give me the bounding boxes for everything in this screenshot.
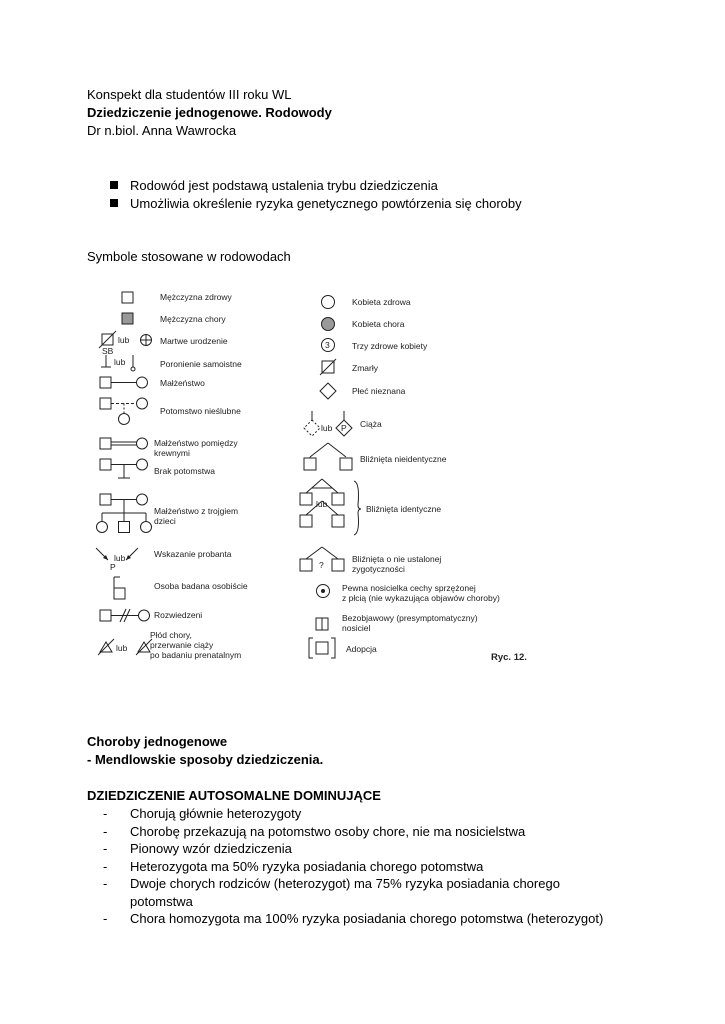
deceased-symbol: [320, 359, 336, 375]
lub-label: lub: [116, 643, 128, 653]
author-line: Dr n.biol. Anna Wawrocka: [87, 123, 237, 138]
symbol-label: Poronienie samoistne: [160, 359, 242, 369]
symbol-label: Mężczyzna chory: [160, 314, 226, 324]
examined-person-symbol: [114, 577, 125, 599]
list-item: Umożliwia określenie ryzyka genetycznego powtórzenia się choroby: [108, 195, 522, 213]
sb-label: SB: [102, 346, 114, 356]
document-title: Dziedziczenie jednogenowe. Rodowody: [87, 105, 332, 120]
three-children-symbol: [97, 494, 152, 533]
symbol-label: Płeć nieznana: [352, 386, 406, 396]
symbol-label: Mężczyzna zdrowy: [160, 292, 232, 302]
consanguineous-marriage-symbol: [100, 438, 148, 449]
symbol-label: nosiciel: [342, 623, 371, 633]
symbol-label: dzieci: [154, 516, 176, 526]
lub-label: lub: [118, 335, 130, 345]
symbol-label: krewnymi: [154, 448, 190, 458]
monozygotic-twins-symbol: [300, 479, 361, 535]
adoption-symbol: [309, 638, 335, 658]
ad-heading: DZIEDZICZENIE AUTOSOMALNE DOMINUJĄCE: [87, 788, 381, 803]
illegitimate-offspring-symbol: [100, 398, 148, 425]
symbol-label: po badaniu prenatalnym: [150, 650, 242, 660]
ad-list: [103, 805, 643, 928]
course-line: Konspekt dla studentów III roku WL: [87, 87, 292, 102]
symbol-label: Brak potomstwa: [154, 466, 215, 476]
symbol-label: Rozwiedzeni: [154, 610, 203, 620]
dizygotic-twins-symbol: [304, 443, 352, 470]
healthy-female-symbol: [322, 296, 335, 309]
no-offspring-symbol: [100, 459, 148, 478]
pedigree-symbols-figure: [90, 283, 550, 673]
list-item: - Dwoje chorych rodziców (heterozygot) ma 75% ryzyka posiadania chorego potomstwa: [103, 875, 590, 910]
intro-bullet-list: [108, 177, 522, 212]
list-item: - Chorują głównie heterozygoty: [103, 805, 643, 823]
symbol-label: Bliźnięta identyczne: [366, 504, 442, 514]
pregnancy-p-label: P: [341, 423, 347, 433]
question-mark-label: ?: [319, 560, 324, 570]
divorced-symbol: [100, 609, 150, 622]
figure-caption: Ryc. 12.: [491, 652, 527, 663]
list-item: - Chorobę przekazują na potomstwo osoby chore, nie ma nosicielstwa: [103, 823, 643, 841]
symbol-label: Kobieta chora: [352, 319, 405, 329]
symbol-label: Zmarły: [352, 363, 378, 373]
section-subtitle: - Mendlowskie sposoby dziedziczenia.: [87, 752, 324, 767]
symbol-label: Bliźnięta nieidentyczne: [360, 454, 447, 464]
lub-label: lub: [316, 499, 328, 509]
symbol-label: zygotyczności: [352, 564, 405, 574]
symbol-label: Małżeństwo pomiędzy: [154, 438, 238, 448]
list-item: - Pionowy wzór dziedziczenia: [103, 840, 643, 858]
symbol-label: z płcią (nie wykazująca objawów choroby): [342, 593, 500, 603]
obligate-carrier-symbol: [317, 585, 330, 598]
three-label: 3: [325, 340, 330, 350]
affected-female-symbol: [322, 318, 335, 331]
symbol-label: Bezobjawowy (presymptomatyczny): [342, 613, 478, 623]
section-title: Choroby jednogenowe: [87, 734, 228, 749]
presymptomatic-carrier-symbol: [316, 618, 328, 630]
symbol-label: przerwanie ciąży: [150, 640, 214, 650]
proband-p-label: P: [110, 562, 116, 572]
lub-label: lub: [114, 553, 126, 563]
list-item: - Heterozygota ma 50% ryzyka posiadania chorego potomstwa: [103, 858, 643, 876]
marriage-symbol: [100, 377, 148, 388]
symbol-label: Potomstwo nieślubne: [160, 406, 241, 416]
symbol-label: Wskazanie probanta: [154, 549, 232, 559]
symbol-label: Adopcja: [346, 644, 377, 654]
healthy-male-symbol: [122, 292, 133, 303]
lub-label: lub: [114, 357, 126, 367]
symbol-label: Trzy zdrowe kobiety: [352, 341, 428, 351]
symbol-label: Pewna nosicielka cechy sprzężonej: [342, 583, 476, 593]
list-item: Rodowód jest podstawą ustalenia trybu dziedziczenia: [108, 177, 522, 195]
symbol-label: Martwe urodzenie: [160, 336, 228, 346]
list-item: - Chora homozygota ma 100% ryzyka posiadania chorego potomstwa (heterozygot): [103, 910, 643, 928]
symbol-label: Ciąża: [360, 419, 382, 429]
symbol-label: Osoba badana osobiście: [154, 581, 248, 591]
unknown-sex-symbol: [320, 383, 336, 399]
symbols-heading: Symbole stosowane w rodowodach: [87, 249, 291, 264]
lub-label: lub: [321, 423, 333, 433]
affected-male-symbol: [122, 313, 133, 324]
symbol-label: Kobieta zdrowa: [352, 297, 411, 307]
symbol-label: Małżeństwo: [160, 378, 205, 388]
symbol-label: Małżeństwo z trojgiem: [154, 506, 239, 516]
symbol-label: Bliźnięta o nie ustalonej: [352, 554, 442, 564]
symbol-label: Płód chory,: [150, 630, 192, 640]
